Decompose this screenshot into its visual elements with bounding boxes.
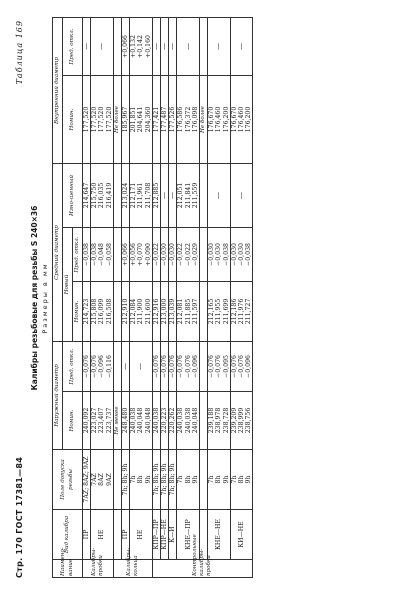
cell-inner-nom: 204,360 xyxy=(144,106,152,133)
cell-tol: 8h xyxy=(137,475,145,484)
cell-new-nom: 212,910 xyxy=(122,282,130,342)
cell-inner-nom: 176,372 xyxy=(184,106,192,133)
cell-outer-dev: −0,095 xyxy=(222,355,230,378)
cell-tol: 8h xyxy=(215,475,223,484)
cell-worn: 213,024 xyxy=(122,164,130,228)
cell-outer-dev: −0,076 xyxy=(238,355,246,378)
cell-new-nom: 213,039 xyxy=(169,282,177,342)
table-number: Таблица 169 xyxy=(15,20,24,85)
cell-outer-nom: 223,407 xyxy=(98,407,106,434)
cell-tol: 7h; 8h; 9h xyxy=(152,450,160,510)
cell-inner-nom: 176,098 xyxy=(191,106,199,133)
cell-new-nom: 212,084 xyxy=(130,298,138,325)
cell-new-dev: −0,030 xyxy=(230,243,238,266)
col-outer: Наружный диаметр xyxy=(53,342,63,450)
cell-outer-nom: 238,728 xyxy=(222,407,230,434)
cell-worn: — xyxy=(161,164,169,228)
cell-inner-dev: — xyxy=(208,18,231,76)
cell-inner-nom: 176,460 xyxy=(215,106,223,133)
cell-new-nom: 215,808 xyxy=(91,298,99,325)
cell-worn: 211,841 xyxy=(184,182,192,209)
cell-worn: 215,750 xyxy=(91,182,99,209)
cell-new-dev: −0,022 xyxy=(152,228,160,282)
table-row xyxy=(91,18,114,578)
cell-inner-dev: — xyxy=(91,18,114,76)
cell-outer-nom: 223,737 xyxy=(105,407,113,434)
cell-inner-nom: 177,487 xyxy=(161,76,169,164)
cell-outer-nom: 220,223 xyxy=(161,392,169,450)
col-name: Наимено-вание xyxy=(53,560,83,578)
cell-new-dev: −0,038 xyxy=(91,243,99,266)
cell-type: КНЕ—ПР xyxy=(177,510,200,560)
cell-new-nom: 212,165 xyxy=(208,298,216,325)
cell-new-dev: −0,022 xyxy=(177,243,185,266)
cell-outer-dev: −0,096 xyxy=(245,355,253,378)
cell-new-nom: 211,597 xyxy=(191,298,199,325)
cell-tol: 7h xyxy=(230,475,238,484)
cell-inner-nom: 176,670 xyxy=(208,106,216,133)
cell-new-nom: 211,955 xyxy=(215,298,223,325)
cell-tol: 7h xyxy=(130,475,138,484)
cell-outer-nom: 240,048 xyxy=(144,407,152,434)
cell-outer-nom: 240,038 xyxy=(152,392,160,450)
cell-new-dev: −0,038 xyxy=(222,243,230,266)
group-label: Контрольные калибры-пробки xyxy=(152,560,253,578)
table-row xyxy=(169,18,177,578)
cell-new-nom: 211,727 xyxy=(245,298,253,325)
cell-new-nom: 212,081 xyxy=(177,298,185,325)
cell-tol: 8h xyxy=(184,475,192,484)
cell-new-nom: 216,508 xyxy=(105,298,113,325)
note-not-less: Не менее xyxy=(113,392,121,450)
cell-new-dev: −0,030 xyxy=(161,228,169,282)
cell-inner-nom: 185,967 xyxy=(122,76,130,164)
note-not-more: Не более xyxy=(113,76,121,164)
col-mid: Средний диаметр xyxy=(53,164,63,342)
cell-outer-dev: −0,076 xyxy=(152,342,160,392)
page-number-standard: Стр. 170 ГОСТ 17381—84 xyxy=(15,456,24,578)
cell-new-dev: +0,090 xyxy=(144,243,152,266)
cell-outer-nom: 240,038 xyxy=(177,407,185,434)
cell-inner-nom: 177,520 xyxy=(83,76,91,164)
page-header xyxy=(14,18,28,578)
cell-tol: 7h; 8h; 9h xyxy=(169,450,177,510)
table-row xyxy=(83,18,91,578)
cell-worn: 216,419 xyxy=(105,182,113,209)
cell-worn: 211,559 xyxy=(191,182,199,209)
cell-inner-nom: 177,421 xyxy=(152,76,160,164)
group-label: Калибры-кольца xyxy=(113,560,152,578)
cell-new-dev: −0,038 xyxy=(245,243,253,266)
cell-new-dev: −0,058 xyxy=(105,243,113,266)
cell-new-dev: −0,038 xyxy=(83,228,91,282)
table-row xyxy=(230,18,253,578)
cell-outer-nom: 239,209 xyxy=(230,407,238,434)
cell-worn: 214,647 xyxy=(83,164,91,228)
cell-new-dev: −0,022 xyxy=(184,243,192,266)
cell-new-nom: 213,000 xyxy=(161,282,169,342)
cell-outer-dev: — xyxy=(130,342,153,392)
cell-inner-nom: 176,200 xyxy=(222,106,230,133)
cell-worn: 212,885 xyxy=(152,164,160,228)
cell-outer-dev: −0,076 xyxy=(169,342,177,392)
cell-tol: 8AZ xyxy=(98,473,106,486)
cell-inner-dev: — xyxy=(177,18,200,76)
cell-inner-dev: +0,132 xyxy=(130,35,138,58)
cell-new-nom: 212,916 xyxy=(152,282,160,342)
cell-outer-nom: 240,038 xyxy=(184,407,192,434)
cell-outer-dev: −0,076 xyxy=(83,342,91,392)
cell-new-nom: 211,600 xyxy=(144,298,152,325)
cell-inner-dev: +0,142 xyxy=(137,35,145,58)
cell-outer-nom: 239,188 xyxy=(208,407,216,434)
table-row xyxy=(152,18,160,578)
table-subtitle: Размеры в мм xyxy=(41,262,49,334)
cell-outer-nom: 240,048 xyxy=(191,407,199,434)
cell-worn: — xyxy=(208,164,231,228)
cell-tol: 9h xyxy=(222,475,230,484)
cell-new-nom: 216,099 xyxy=(98,298,106,325)
cell-outer-nom: 223,027 xyxy=(91,407,99,434)
cell-worn: — xyxy=(230,164,253,228)
cell-inner-nom: 177,526 xyxy=(169,76,177,164)
cell-outer-dev: −0,076 xyxy=(161,342,169,392)
cell-new-nom: 211,885 xyxy=(184,298,192,325)
col-tolerance: Поле допуска резьбы xyxy=(53,450,83,510)
note-row xyxy=(113,18,121,578)
table-title: Калибры резьбовые для резьбы S 240×36 xyxy=(30,205,39,391)
table-row xyxy=(208,18,231,578)
cell-new-dev: −0,030 xyxy=(208,243,216,266)
col-new-dev: Пред. откл. xyxy=(73,228,83,282)
cell-new-dev: −0,029 xyxy=(191,243,199,266)
rotated-content xyxy=(14,18,406,578)
cell-outer-nom: 248,480 xyxy=(122,392,130,450)
cell-tol: 9h xyxy=(245,475,253,484)
cell-outer-dev: −0,076 xyxy=(215,355,223,378)
cell-type: КПР—НЕ xyxy=(161,510,169,560)
cell-worn: — xyxy=(169,164,177,228)
cell-type: КПР—ПР xyxy=(152,510,160,560)
cell-outer-dev: −0,076 xyxy=(230,355,238,378)
cell-outer-dev: −0,076 xyxy=(177,355,185,378)
col-worn: Изно-шенный xyxy=(63,164,83,228)
cell-worn: 212,171 xyxy=(130,182,138,209)
cell-outer-dev: — xyxy=(122,342,130,392)
cell-inner-nom: 177,520 xyxy=(98,106,106,133)
table-row xyxy=(161,18,169,578)
cell-inner-nom: 201,851 xyxy=(130,106,138,133)
cell-outer-dev: −0,096 xyxy=(98,355,106,378)
col-new: Новый xyxy=(63,228,73,342)
cell-outer-dev: −0,116 xyxy=(105,355,113,378)
cell-new-dev: −0,030 xyxy=(238,243,246,266)
col-type: Вид калибра xyxy=(53,510,83,560)
cell-tol: 7h xyxy=(177,475,185,484)
cell-new-nom: 211,900 xyxy=(137,298,145,325)
gauge-table xyxy=(52,17,253,578)
cell-type: КНЕ—НЕ xyxy=(208,510,231,560)
cell-inner-nom: 176,200 xyxy=(245,106,253,133)
cell-new-nom: 211,976 xyxy=(238,298,246,325)
cell-outer-dev: −0,076 xyxy=(184,355,192,378)
group-label: Калибры-пробки xyxy=(83,560,114,578)
cell-inner-dev: — xyxy=(83,18,91,76)
cell-outer-nom: 220,262 xyxy=(169,392,177,450)
cell-tol: 7h; 8h; 9h xyxy=(161,450,169,510)
cell-inner-dev: +0,160 xyxy=(144,35,152,58)
cell-tol: 9h xyxy=(144,475,152,484)
cell-inner-dev: — xyxy=(152,18,160,76)
cell-outer-nom: 238,978 xyxy=(215,407,223,434)
cell-inner-nom: 204,641 xyxy=(137,106,145,133)
cell-tol: 8h xyxy=(238,475,246,484)
cell-worn: 216,035 xyxy=(98,182,106,209)
cell-type: К—И xyxy=(169,510,177,560)
cell-tol: 7h xyxy=(208,475,216,484)
cell-tol: 7AZ; 8AZ; 9AZ xyxy=(83,450,91,510)
col-inner-dev: Пред. откл. xyxy=(63,18,83,76)
cell-outer-nom: 238,999 xyxy=(238,407,246,434)
cell-new-dev: +0,056 xyxy=(130,243,138,266)
cell-outer-dev: −0,076 xyxy=(91,355,99,378)
cell-new-dev: +0,066 xyxy=(122,228,130,282)
table-row xyxy=(130,18,153,578)
cell-new-nom: 212,186 xyxy=(230,298,238,325)
cell-inner-nom: 177,520 xyxy=(105,106,113,133)
cell-worn: 211,961 xyxy=(137,182,145,209)
cell-type: ПР xyxy=(122,510,130,560)
cell-inner-nom: 176,460 xyxy=(238,106,246,133)
cell-new-nom: 214,723 xyxy=(83,282,91,342)
cell-inner-dev: — xyxy=(161,18,169,76)
col-outer-dev: Пред. откл. xyxy=(63,342,83,392)
cell-worn: 212,051 xyxy=(177,182,185,209)
note-row xyxy=(200,18,208,578)
cell-new-dev: +0,070 xyxy=(137,243,145,266)
cell-inner-nom: 176,586 xyxy=(177,106,185,133)
cell-inner-dev: +0,066 xyxy=(122,18,130,76)
cell-tol: 9h xyxy=(191,475,199,484)
cell-outer-nom: 240,092 xyxy=(83,392,91,450)
cell-outer-dev: −0,076 xyxy=(208,355,216,378)
col-inner-nom: Номин. xyxy=(63,76,83,164)
col-new-nom: Номин. xyxy=(73,282,83,342)
cell-new-dev: −0,048 xyxy=(98,243,106,266)
cell-type: НЕ xyxy=(91,510,114,560)
cell-inner-nom: 176,670 xyxy=(230,106,238,133)
table-row xyxy=(122,18,130,578)
cell-inner-dev: — xyxy=(169,18,177,76)
cell-tol: 9AZ xyxy=(105,473,113,486)
cell-outer-nom: 240,048 xyxy=(137,407,145,434)
cell-inner-dev: — xyxy=(230,18,253,76)
cell-new-dev: −0,030 xyxy=(169,228,177,282)
cell-outer-nom: 240,038 xyxy=(130,407,138,434)
table-row xyxy=(177,18,200,578)
cell-outer-nom: 238,756 xyxy=(245,407,253,434)
cell-type: ПР xyxy=(83,510,91,560)
note-not-more: Не более xyxy=(200,76,208,164)
cell-tol: 7AZ xyxy=(91,473,99,486)
col-outer-nom: Номин. xyxy=(63,392,83,450)
col-inner: Внутренний диаметр xyxy=(53,18,63,164)
cell-tol: 7h; 8h; 9h xyxy=(122,450,130,510)
cell-new-nom: 211,699 xyxy=(222,298,230,325)
cell-outer-dev: −0,096 xyxy=(191,355,199,378)
cell-type: КИ—НЕ xyxy=(230,510,253,560)
cell-new-dev: −0,030 xyxy=(215,243,223,266)
cell-type: НЕ xyxy=(130,510,153,560)
cell-inner-nom: 177,520 xyxy=(91,106,99,133)
cell-worn: 211,708 xyxy=(144,182,152,209)
